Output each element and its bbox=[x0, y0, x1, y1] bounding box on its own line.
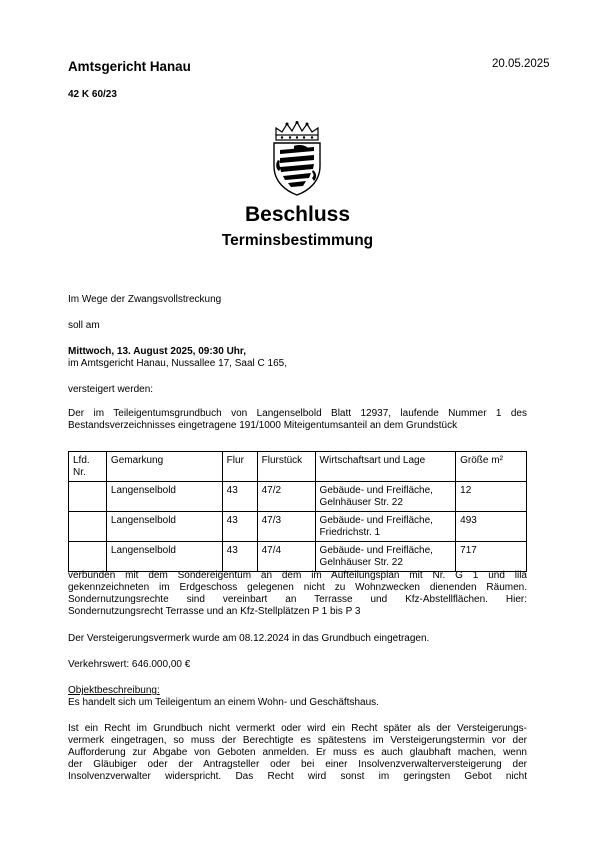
document-subtitle: Terminsbestimmung bbox=[221, 232, 374, 249]
recht-paragraph bbox=[68, 723, 527, 783]
verkehrswert-text: Verkehrswert: 646.000,00 € bbox=[68, 659, 191, 670]
table-cell bbox=[69, 482, 107, 512]
table-cell: Gebäude- und Freifläche, Gelnhäuser Str. 22 bbox=[315, 482, 456, 512]
column-header-flurstueck: Flurstück bbox=[257, 452, 315, 482]
table-cell: Langenselbold bbox=[106, 482, 222, 512]
column-header-groesse: Größe m² bbox=[456, 452, 527, 482]
table-row bbox=[69, 482, 527, 512]
case-number: 42 K 60/23 bbox=[68, 89, 117, 100]
table-cell: 43 bbox=[222, 482, 257, 512]
paragraph-line: Bestandsverzeichnisses eingetragene 191/1000 Miteigentumsanteil an dem Grundstück bbox=[68, 420, 458, 431]
paragraph-line: verbunden mit dem Sondereigentum an dem im Aufteilungsplan mit Nr. G 1 und lila bbox=[68, 570, 527, 581]
property-intro-paragraph bbox=[68, 408, 527, 432]
column-header-wirtschaftsart: Wirtschaftsart und Lage bbox=[315, 452, 456, 482]
table-cell bbox=[69, 512, 107, 542]
table-cell bbox=[69, 542, 107, 572]
document-title: Beschluss bbox=[244, 203, 351, 226]
table-cell: 12 bbox=[456, 482, 527, 512]
property-table bbox=[68, 451, 527, 572]
table-cell: 47/4 bbox=[257, 542, 315, 572]
table-row bbox=[69, 512, 527, 542]
column-header-lfd-nr: Lfd. Nr. bbox=[69, 452, 107, 482]
paragraph-line: Ist ein Recht im Grundbuch nicht vermerkt oder wird ein Recht später als der Versteigerungs- bbox=[68, 723, 527, 734]
versteigerungsvermerk-text: Der Versteigerungsvermerk wurde am 08.12.2024 in das Grundbuch eingetragen. bbox=[68, 633, 430, 644]
appointment-date: Mittwoch, 13. August 2025, 09:30 Uhr, bbox=[68, 346, 247, 357]
versteigert-text: versteigert werden: bbox=[68, 384, 154, 395]
table-cell: 47/2 bbox=[257, 482, 315, 512]
paragraph-line: der Gläubiger oder der Antragsteller oder bei einer Insolvenzverwalterversteigerung der bbox=[68, 759, 527, 770]
column-header-gemarkung: Gemarkung bbox=[106, 452, 222, 482]
table-cell: Langenselbold bbox=[106, 542, 222, 572]
intro-text: Im Wege der Zwangsvollstreckung bbox=[68, 294, 222, 305]
soll-am-text: soll am bbox=[68, 320, 100, 331]
table-header-row bbox=[69, 452, 527, 482]
table-cell: 43 bbox=[222, 542, 257, 572]
appointment-place: im Amtsgericht Hanau, Nussallee 17, Saal C 165, bbox=[68, 358, 287, 369]
table-row bbox=[69, 542, 527, 572]
table-cell: 43 bbox=[222, 512, 257, 542]
objektbeschreibung-label: Objektbeschreibung: bbox=[68, 685, 160, 696]
paragraph-line: Insolvenzverwalter widerspricht. Das Recht wird sonst im geringsten Gebot nicht bbox=[68, 771, 527, 782]
table-cell: 717 bbox=[456, 542, 527, 572]
paragraph-line: gekennzeichneten im Erdgeschoss gelegenen nicht zu Wohnzwecken dienenden Räumen. bbox=[68, 582, 527, 593]
paragraph-line: Der im Teileigentumsgrundbuch von Langenselbold Blatt 12937, laufende Nummer 1 des bbox=[68, 408, 527, 419]
paragraph-line: Aufforderung zur Abgabe von Geboten anmelden. Er muss es auch glaubhaft machen, wenn bbox=[68, 747, 527, 758]
paragraph-line: Sondernutzungsrecht Terrasse und an Kfz-Stellplätzen P 1 bis P 3 bbox=[68, 606, 361, 617]
table-cell: 493 bbox=[456, 512, 527, 542]
document-date: 20.05.2025 bbox=[492, 58, 550, 70]
hesse-coat-of-arms-icon bbox=[266, 120, 328, 196]
table-cell: Gebäude- und Freifläche, Friedrichstr. 1 bbox=[315, 512, 456, 542]
paragraph-line: vermerk eingetragen, so muss der Berechtigte es spätestens im Versteigerungstermin vor der bbox=[68, 735, 527, 746]
table-cell: Gebäude- und Freifläche, Gelnhäuser Str. 22 bbox=[315, 542, 456, 572]
column-header-flur: Flur bbox=[222, 452, 257, 482]
objektbeschreibung-text: Es handelt sich um Teileigentum an einem Wohn- und Geschäftshaus. bbox=[68, 697, 379, 708]
sondereigentum-paragraph bbox=[68, 570, 527, 618]
table-cell: 47/3 bbox=[257, 512, 315, 542]
court-name: Amtsgericht Hanau bbox=[68, 59, 191, 74]
paragraph-line: Sondernutzungsrechte sind vereinbart an Terrasse und Kfz-Abstellflächen. Hier: bbox=[68, 594, 527, 605]
table-cell: Langenselbold bbox=[106, 512, 222, 542]
